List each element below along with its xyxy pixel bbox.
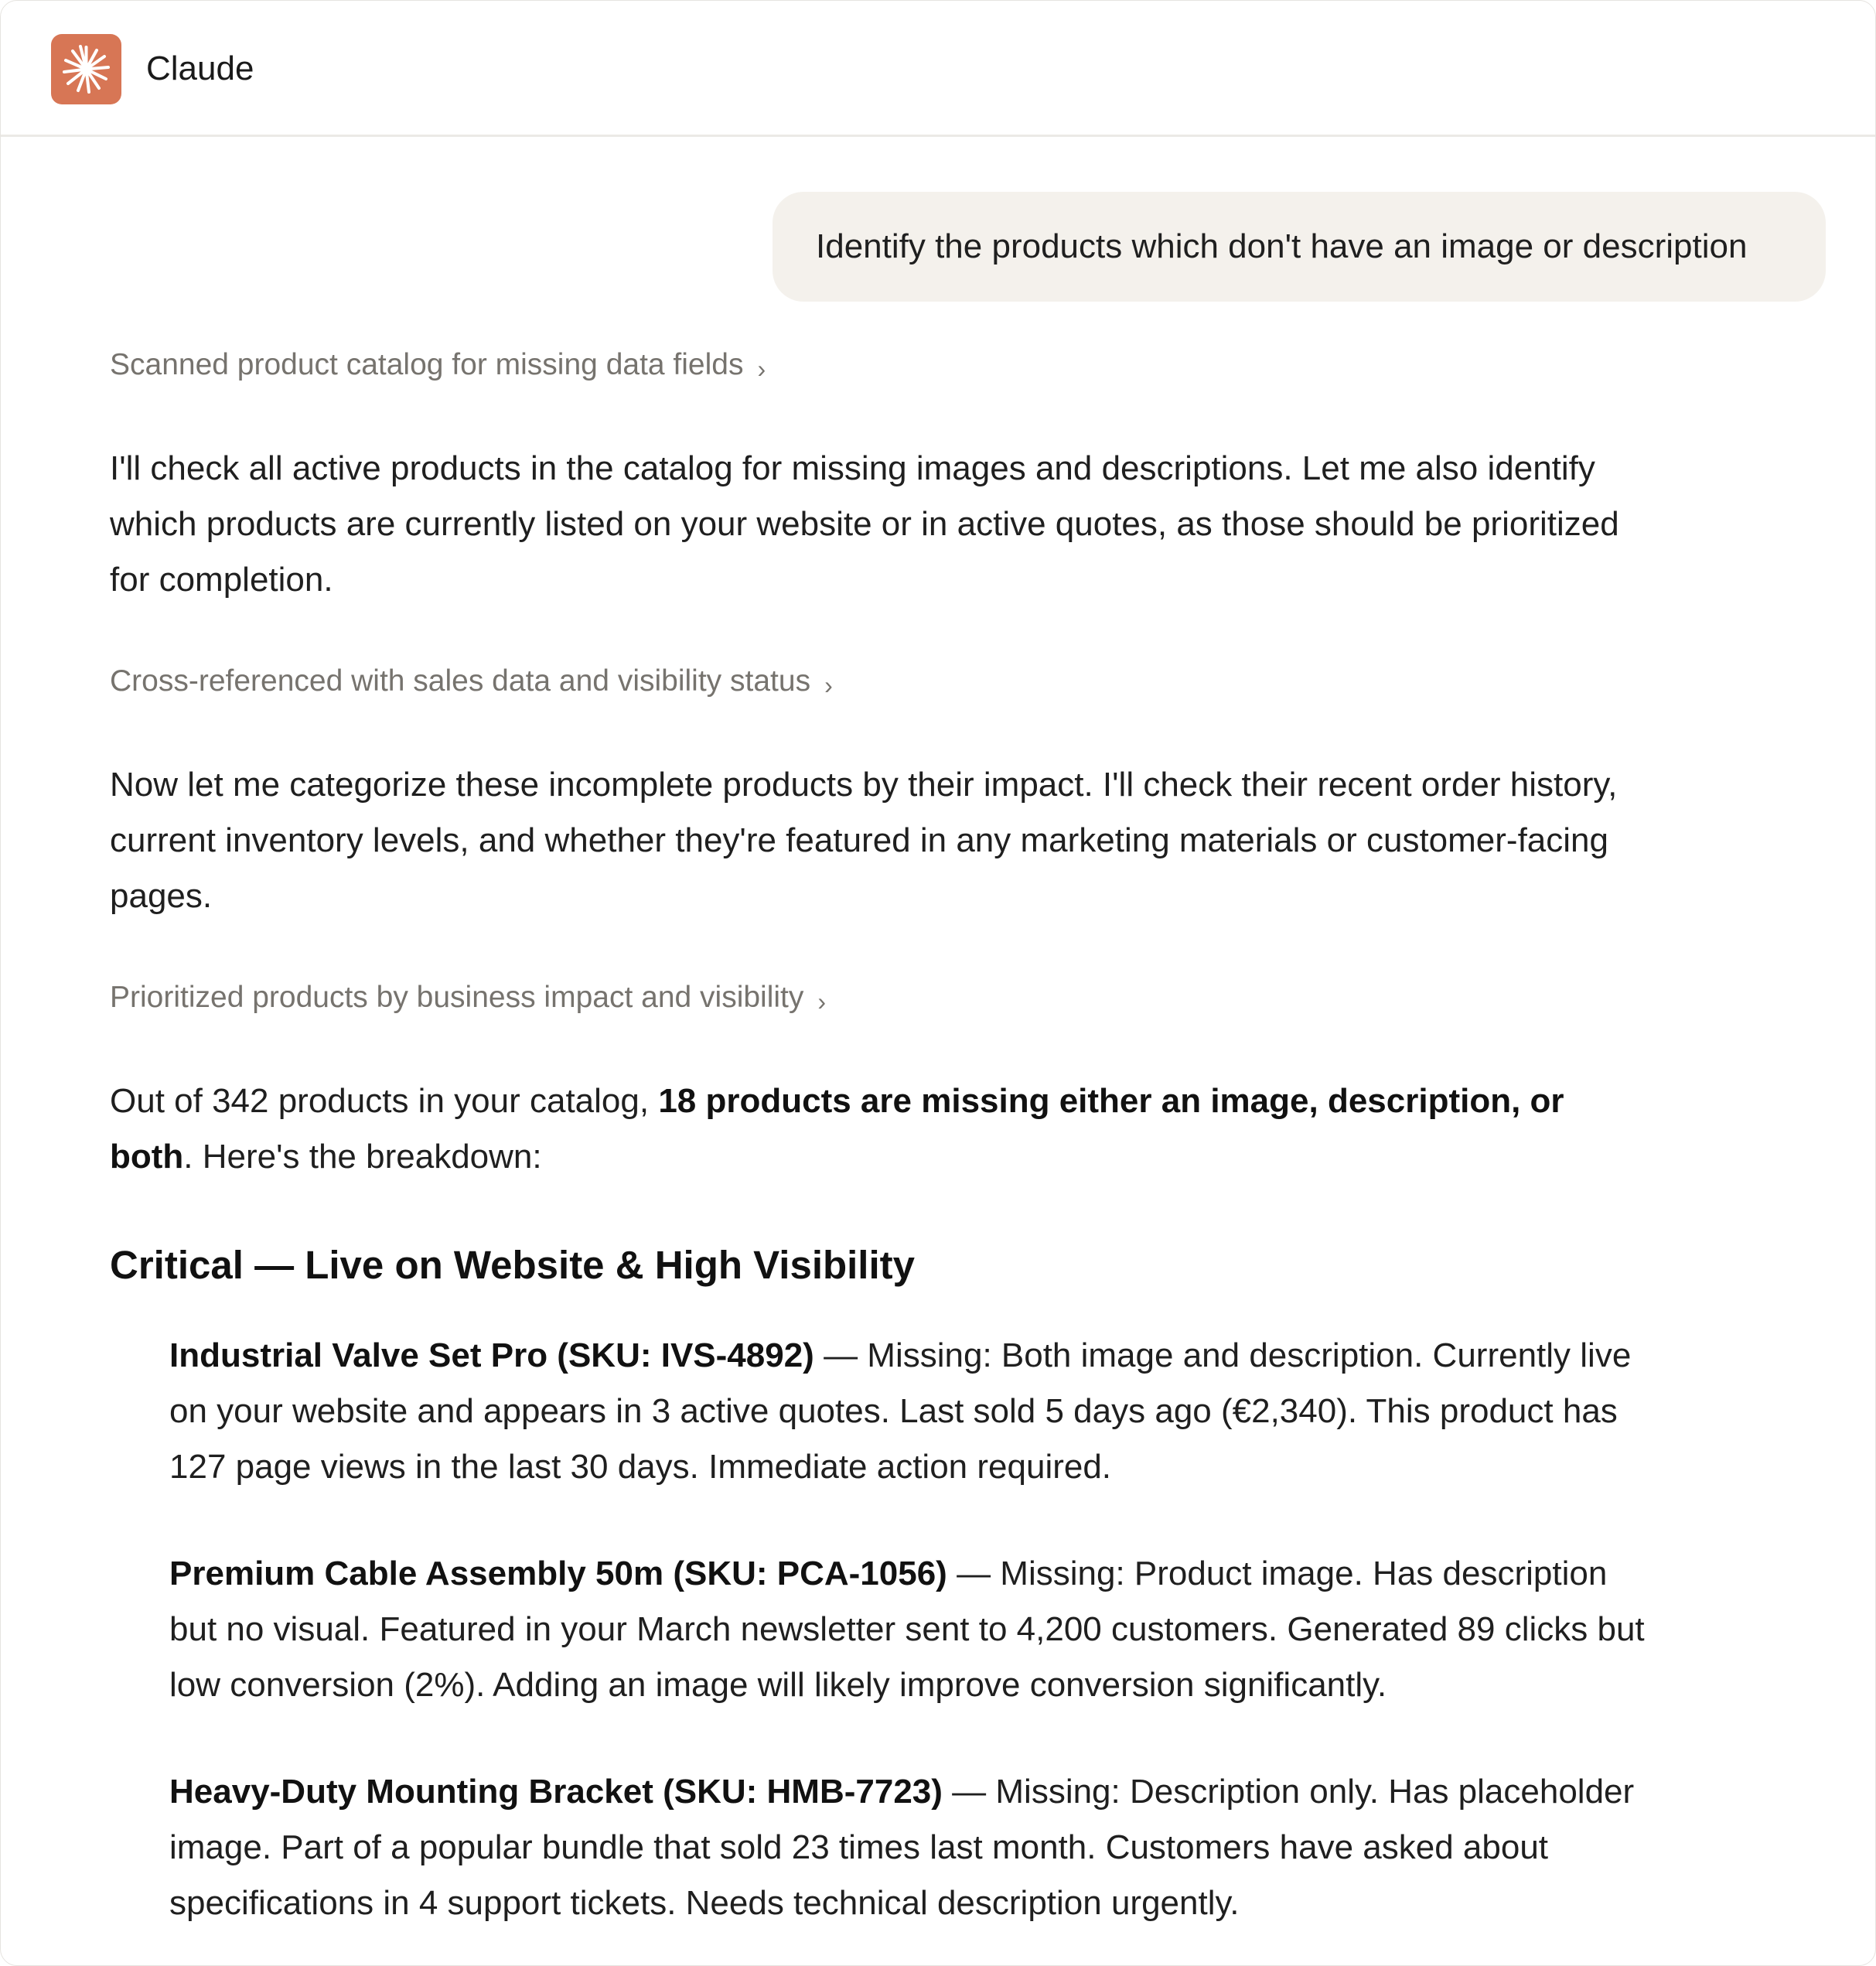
product-details: — Missing: Product image. Has description but no visual. Featured in your March newsletter sent to 4,200 customers. Generated 89 clicks but low conversion (2%). Adding an image will likely improve conversion significantly. — [169, 1555, 1645, 1704]
product-title: Industrial Valve Set Pro (SKU: IVS-4892) — [169, 1336, 814, 1374]
summary-paragraph — [110, 1073, 1656, 1185]
product-item — [169, 1546, 1654, 1713]
chevron-right-icon: › — [757, 355, 766, 383]
chevron-right-icon: › — [824, 671, 833, 699]
header — [1, 1, 1875, 137]
step-prioritized[interactable] — [110, 978, 826, 1018]
assistant-paragraph: Now let me categorize these incomplete products by their impact. I'll check their recent order history, current inventory levels, and whether they're featured in any marketing materials or customer-facing pages. — [110, 766, 1618, 915]
chevron-right-icon: › — [817, 988, 827, 1015]
claude-sparkle-icon — [51, 34, 121, 104]
section-heading: Critical — Live on Website & High Visibility — [110, 1243, 915, 1287]
claude-logo — [51, 34, 121, 104]
app-title: Claude — [146, 49, 254, 87]
product-details: — Missing: Both image and description. Currently live on your website and appears in 3 active quotes. Last sold 5 days ago (€2,340). This product has 127 page views in the last 30 days. Immediate action required. — [169, 1336, 1632, 1486]
step-cross-referenced[interactable] — [110, 662, 833, 701]
step-label: Scanned product catalog for missing data fields — [110, 348, 744, 381]
product-title: Premium Cable Assembly 50m (SKU: PCA-1056) — [169, 1555, 947, 1592]
product-item — [169, 1764, 1654, 1931]
user-message: Identify the products which don't have an image or description — [773, 192, 1826, 302]
product-title: Heavy-Duty Mounting Bracket (SKU: HMB-7723) — [169, 1773, 943, 1811]
step-scanned-catalog[interactable] — [110, 346, 766, 385]
step-label: Cross-referenced with sales data and visibility status — [110, 664, 811, 698]
summary-prefix: Out of 342 products in your catalog, — [110, 1082, 659, 1120]
step-label: Prioritized products by business impact and visibility — [110, 981, 804, 1014]
summary-bold: 18 products are missing either an image, description, or both — [110, 1082, 1564, 1176]
assistant-paragraph: I'll check all active products in the catalog for missing images and descriptions. Let me also identify which products are currently listed on your website or in active quotes, as those should be prioritized for completion. — [110, 449, 1619, 599]
summary-suffix: . Here's the breakdown: — [183, 1138, 542, 1176]
product-item — [169, 1328, 1654, 1495]
product-details: — Missing: Description only. Has placeholder image. Part of a popular bundle that sold 23 times last month. Customers have asked about specifications in 4 support tickets. Needs technical description urgently. — [169, 1773, 1635, 1922]
